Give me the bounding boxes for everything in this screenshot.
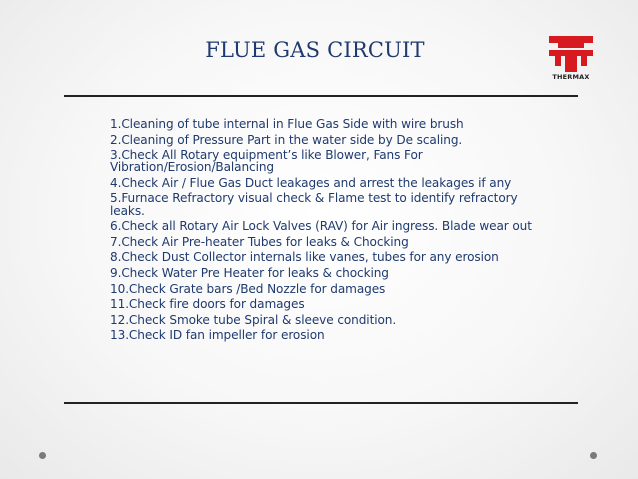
bottom-divider <box>64 402 578 404</box>
checklist <box>110 118 550 345</box>
thermax-logo-icon <box>548 35 594 73</box>
list-item: 6.Check all Rotary Air Lock Valves (RAV) for Air ingress. Blade wear out <box>110 219 532 234</box>
left-bullet-dot <box>39 452 46 459</box>
list-item: 13.Check ID fan impeller for erosion <box>110 328 325 343</box>
list-item: 10.Check Grate bars /Bed Nozzle for damages <box>110 281 386 296</box>
list-item: 5.Furnace Refractory visual check & Flame test to identify refractory leaks. <box>110 191 518 218</box>
top-divider <box>64 95 578 97</box>
list-item: 11.Check fire doors for damages <box>110 297 305 312</box>
list-item: 1.Cleaning of tube internal in Flue Gas Side with wire brush <box>110 117 464 131</box>
list-item: 7.Check Air Pre-heater Tubes for leaks & Chocking <box>110 234 409 249</box>
logo-text: THERMAX <box>552 73 590 81</box>
list-item: 12.Check Smoke tube Spiral & sleeve condition. <box>110 312 397 327</box>
list-item: 2.Cleaning of Pressure Part in the water side by De scaling. <box>110 132 463 147</box>
list-item: 3.Check All Rotary equipment’s like Blower, Fans For Vibration/Erosion/Balancing <box>110 148 423 175</box>
thermax-logo <box>548 35 594 82</box>
right-bullet-dot <box>590 452 597 459</box>
list-item: 9.Check Water Pre Heater for leaks & chocking <box>110 265 389 280</box>
list-item: 8.Check Dust Collector internals like vanes, tubes for any erosion <box>110 250 499 265</box>
slide-title: FLUE GAS CIRCUIT <box>205 38 425 62</box>
list-item: 4.Check Air / Flue Gas Duct leakages and arrest the leakages if any <box>110 175 512 190</box>
